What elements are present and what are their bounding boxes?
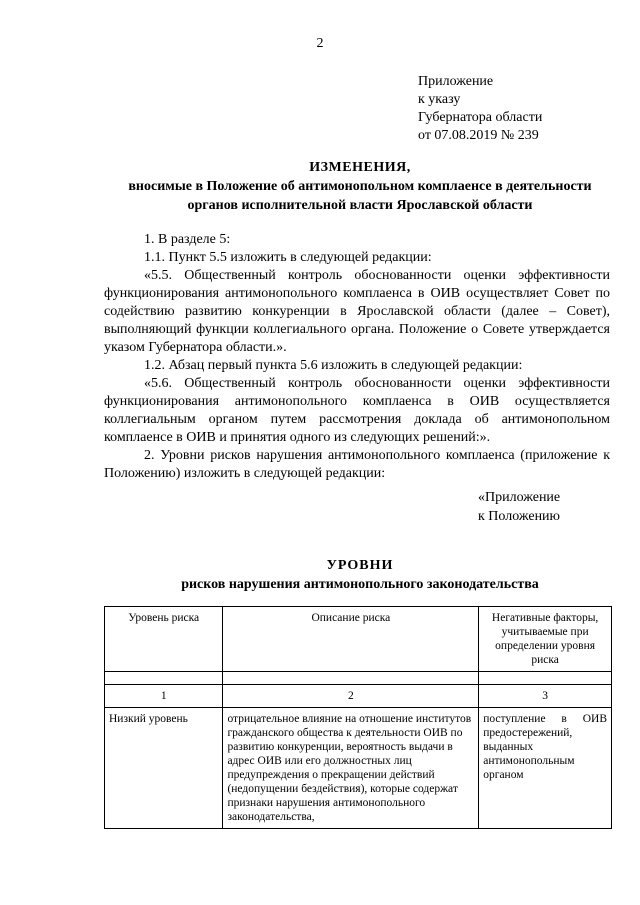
risk-levels-table [104, 606, 612, 829]
risk-level-cell: Низкий уровень [105, 708, 223, 829]
paragraph: «5.6. Общественный контроль обоснованности оценки эффективности функционирования антимонопольного комплаенса в ОИВ осуществляется коллегиальным органом путем рассмотрения доклада об антимонопольном комплаенсе в ОИВ и принятия одного из следующих решений:». [104, 376, 610, 445]
document-title [100, 158, 620, 215]
appendix-header [418, 73, 542, 145]
appendix-header-date: от 07.08.2019 № 239 [418, 128, 539, 143]
paragraph: 1. В разделе 5: [144, 232, 231, 247]
appendix-footer-line: к Положению [478, 509, 561, 524]
title-subtitle-line: вносимые в Положение об антимонопольном комплаенсе в деятельности [128, 179, 592, 194]
levels-title [100, 556, 620, 594]
appendix-footer-line: «Приложение [478, 490, 561, 505]
table-row [105, 708, 612, 829]
column-number: 2 [223, 685, 479, 708]
table-number-row [105, 685, 612, 708]
paragraph: 1.1. Пункт 5.5 изложить в следующей редакции: [144, 250, 432, 265]
appendix-header-line: к указу [418, 92, 461, 107]
levels-subtitle: рисков нарушения антимонопольного законодательства [181, 577, 539, 592]
table-header-cell: Уровень риска [105, 607, 223, 672]
paragraph: «5.5. Общественный контроль обоснованности оценки эффективности функционирования антимонопольного комплаенса в ОИВ осуществляет Совет по содействию развитию конкуренции в Ярославской области (далее – Совет), выполняющий функции коллегиального органа. Положение о Совете утверждается указом Губернатора области.». [104, 268, 610, 355]
document-body [104, 231, 610, 483]
column-number: 3 [479, 685, 612, 708]
appendix-footer [478, 488, 560, 526]
risk-factors-cell: поступление в ОИВ предостережений, выданных антимонопольным органом [479, 708, 612, 829]
paragraph: 2. Уровни рисков нарушения антимонопольного комплаенса (приложение к Положению) изложить в следующей редакции: [104, 448, 610, 481]
appendix-header-line: Приложение [418, 74, 494, 89]
table-spacer-row [105, 672, 612, 685]
risk-description-cell: отрицательное влияние на отношение институтов гражданского общества к деятельности ОИВ по развитию конкуренции, вероятность выдачи в адрес ОИВ или его должностных лиц предупреждения о прекращении действий (недопущении бездействия), которые содержат признаки нарушения антимонопольного законодательства, [223, 708, 479, 829]
table-header-cell: Описание риска [223, 607, 479, 672]
levels-heading: УРОВНИ [326, 558, 394, 573]
table-header-row [105, 607, 612, 672]
column-number: 1 [105, 685, 223, 708]
title-subtitle-line: органов исполнительной власти Ярославской области [187, 198, 533, 213]
title-heading: ИЗМЕНЕНИЯ, [309, 160, 411, 175]
paragraph: 1.2. Абзац первый пункта 5.6 изложить в следующей редакции: [144, 358, 523, 373]
page-number: 2 [316, 36, 324, 51]
table-header-cell: Негативные факторы, учитываемые при определении уровня риска [479, 607, 612, 672]
appendix-header-line: Губернатора области [418, 110, 543, 125]
